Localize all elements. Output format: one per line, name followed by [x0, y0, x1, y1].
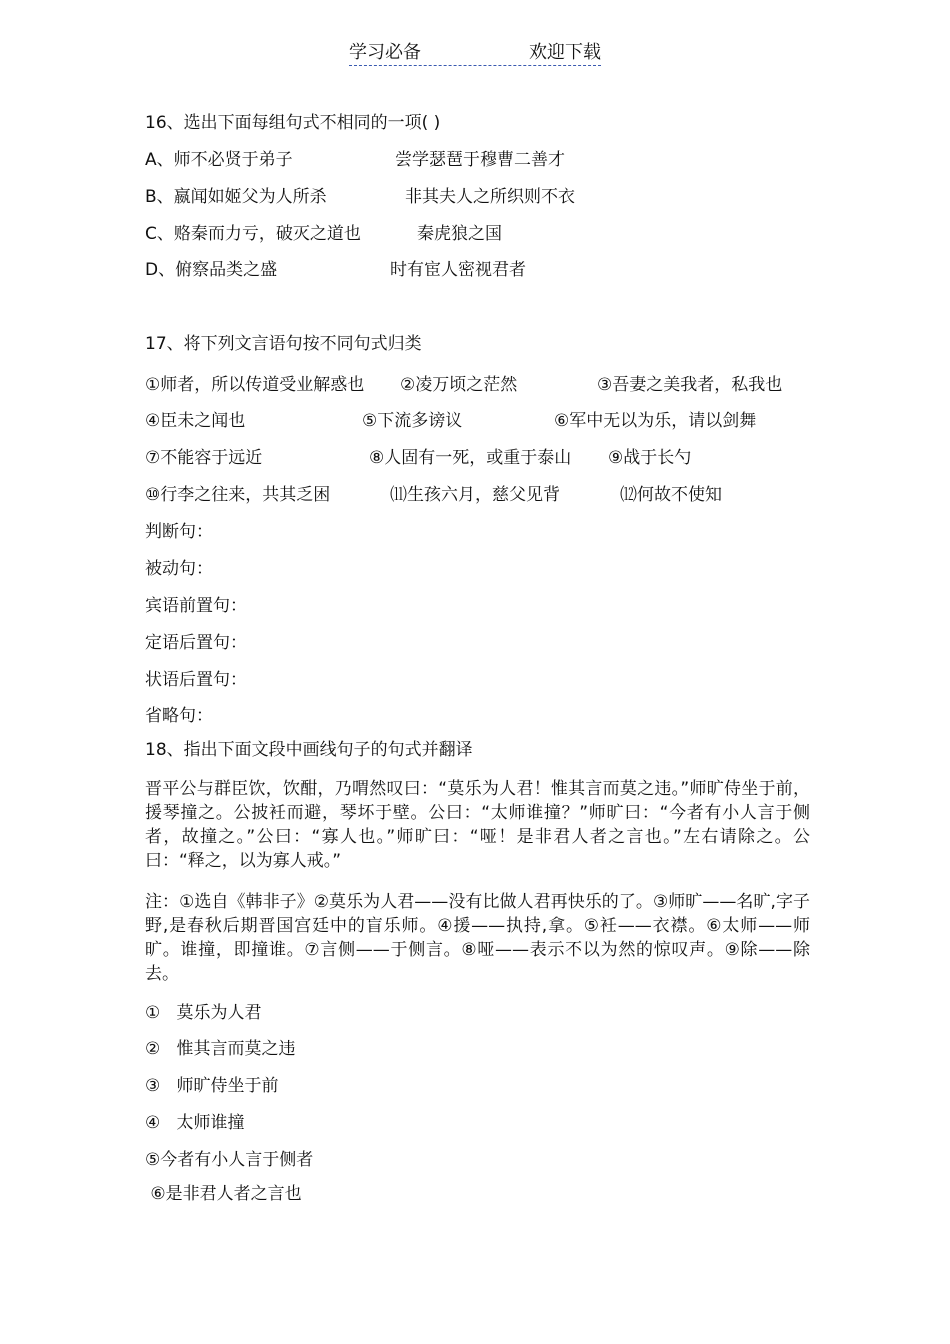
q18-title: 18、指出下面文段中画线句子的句式并翻译: [145, 740, 473, 760]
q17-item-8: ⑧人固有一死，或重于泰山: [369, 448, 572, 468]
q17-item-3: ③吾妻之美我者，私我也: [597, 375, 783, 395]
q17-category-omission: 省略句：: [145, 706, 213, 726]
q16-title: 16、选出下面每组句式不相同的一项( ): [145, 113, 441, 133]
q16-option-b-right: 非其夫人之所织则不衣: [405, 187, 575, 207]
q16-option-b-left: B、嬴闻如姬父为人所杀: [145, 187, 327, 207]
q16-option-c-left: C、赂秦而力亏，破灭之道也: [145, 224, 361, 244]
q16-option-d-left: D、俯察品类之盛: [145, 260, 278, 280]
header-underline: [349, 38, 601, 66]
q18-item-3: ③ 师旷侍坐于前: [145, 1076, 279, 1096]
q18-item-5: ⑤今者有小人言于侧者: [145, 1150, 314, 1170]
q18-item-1: ① 莫乐为人君: [145, 1003, 262, 1023]
q16-option-c-right: 秦虎狼之国: [417, 224, 502, 244]
header-left-text: 学习必备: [349, 42, 421, 63]
q17-item-11: ⑾生孩六月，慈父见背: [390, 485, 560, 505]
q17-category-adverbial-postposed: 状语后置句：: [145, 670, 247, 690]
q17-item-9: ⑨战于长勺: [608, 448, 692, 468]
q16-option-d-right: 时有宦人密视君者: [390, 260, 526, 280]
q17-title: 17、将下列文言语句按不同句式归类: [145, 334, 422, 354]
q17-item-7: ⑦不能容于远近: [145, 448, 263, 468]
q17-item-12: ⑿何故不使知: [620, 485, 722, 505]
q17-item-10: ⑩行李之往来，共其乏困: [145, 485, 331, 505]
q17-item-4: ④臣未之闻也: [145, 411, 246, 431]
q17-category-judgment: 判断句：: [145, 522, 213, 542]
q18-item-4: ④ 太师谁撞: [145, 1113, 245, 1133]
q16-option-a-left: A、师不必贤于弟子: [145, 150, 293, 170]
header-right-text: 欢迎下载: [529, 42, 601, 63]
q17-item-1: ①师者，所以传道受业解惑也: [145, 375, 365, 395]
q17-item-6: ⑥军中无以为乐，请以剑舞: [554, 411, 757, 431]
q18-item-2: ② 惟其言而莫之违: [145, 1039, 296, 1059]
q17-category-passive: 被动句：: [145, 559, 213, 579]
q18-item-6: ⑥是非君人者之言也: [145, 1184, 302, 1204]
page-header: [0, 38, 950, 66]
q18-notes: 注：①选自《韩非子》②莫乐为人君——没有比做人君再快乐的了。③师旷——名旷,字子野,是春秋后期晋国宫廷中的盲乐师。④援——执持,拿。⑤衽——衣襟。⑥太师——师旷。谁撞，即撞谁。⑦言侧——于侧言。⑧哑——表示不以为然的惊叹声。⑨除——除去。: [145, 892, 810, 984]
q17-item-5: ⑤下流多谤议: [362, 411, 463, 431]
q17-category-object-fronted: 宾语前置句：: [145, 596, 247, 616]
q17-item-2: ②凌万顷之茫然: [400, 375, 518, 395]
q16-option-a-right: 尝学瑟琶于穆曹二善才: [395, 150, 565, 170]
q17-category-attributive-postposed: 定语后置句：: [145, 633, 247, 653]
q18-passage: 晋平公与群臣饮，饮酣，乃喟然叹曰：“莫乐为人君！惟其言而莫之违。”师旷侍坐于前，援琴撞之。公披衽而避，琴坏于壁。公曰：“太师谁撞？”师旷曰：“今者有小人言于侧者，故撞之。”公曰：“寡人也。”师旷曰：“哑！是非君人者之言也。”左右请除之。公曰：“释之，以为寡人戒。”: [145, 779, 810, 871]
